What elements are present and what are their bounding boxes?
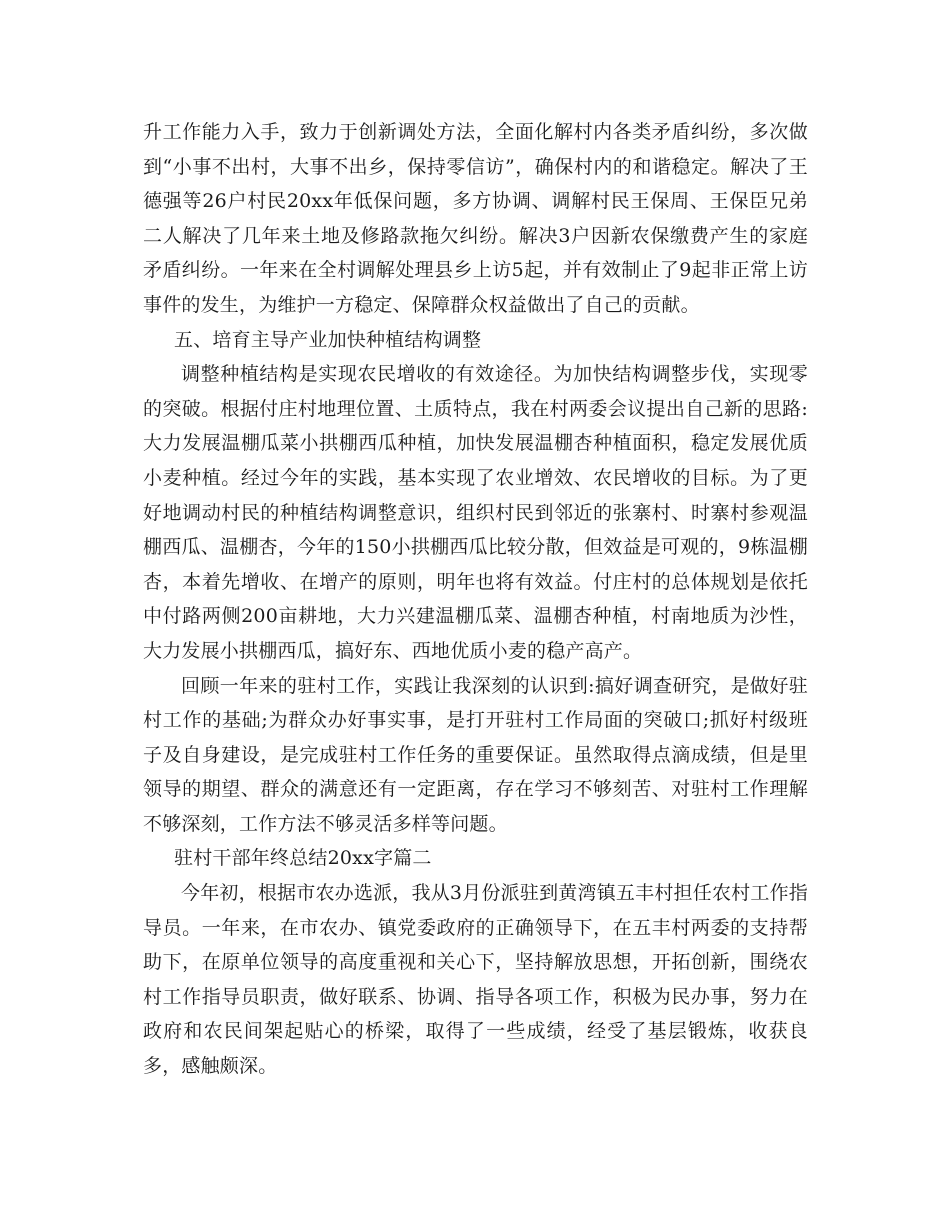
paragraph-planting-structure: 调整种植结构是实现农民增收的有效途径。为加快结构调整步伐，实现零的突破。根据付庄村地理位置、土质特点，我在村两委会议提出自己新的思路:大力发展温棚瓜菜小拱棚西瓜种植，加快发展温棚杏种植面积，稳定发展优质小麦种植。经过今年的实践，基本实现了农业增效、农民增收的目标。为了更好地调动村民的种植结构调整意识，组织村民到邻近的张寨村、时寨村参观温棚西瓜、温棚杏，今年的150小拱棚西瓜比较分散，但效益是可观的，9栋温棚杏，本着先增收、在增产的原则，明年也将有效益。付庄村的总体规划是依托中付路两侧200亩耕地，大力兴建温棚瓜菜、温棚杏种植，村南地质为沙性，大力发展小拱棚西瓜，搞好东、西地优质小麦的稳产高产。 bbox=[143, 363, 808, 662]
document-body bbox=[143, 115, 808, 1084]
paragraph-mediation-continuation: 升工作能力入手，致力于创新调处方法，全面化解村内各类矛盾纠纷，多次做到“小事不出村，大事不出乡，保持零信访”，确保村内的和谐稳定。解决了王德强等26户村民20xx年低保问题，多方协调、调解村民王保周、王保臣兄弟二人解决了几年来土地及修路款拖欠纠纷。解决3户因新农保缴费产生的家庭矛盾纠纷。一年来在全村调解处理县乡上访5起，并有效制止了9起非正常上访事件的发生，为维护一方稳定、保障群众权益做出了自己的贡献。 bbox=[143, 121, 808, 316]
section-heading-part-two: 驻村干部年终总结20xx字篇二 bbox=[174, 847, 432, 870]
paragraph-introduction: 今年初，根据市农办选派，我从3月份派驻到黄湾镇五丰村担任农村工作指导员。一年来，在市农办、镇党委政府的正确领导下，在五丰村两委的支持帮助下，在原单位领导的高度重视和关心下，坚持解放思想，开拓创新，围绕农村工作指导员职责，做好联系、协调、指导各项工作，积极为民办事，努力在政府和农民间架起贴心的桥梁，取得了一些成绩，经受了基层锻炼，收获良多，感触颇深。 bbox=[143, 882, 808, 1078]
paragraph-review: 回顾一年来的驻村工作，实践让我深刻的认识到:搞好调查研究，是做好驻村工作的基础;为群众办好事实事，是打开驻村工作局面的突破口;抓好村级班子及自身建设，是完成驻村工作任务的重要保证。虽然取得点滴成绩，但是里领导的期望、群众的满意还有一定距离，存在学习不够刻苦、对驻村工作理解不够深刻，工作方法不够灵活多样等问题。 bbox=[143, 674, 808, 835]
section-heading-industry: 五、培育主导产业加快种植结构调整 bbox=[174, 328, 482, 351]
